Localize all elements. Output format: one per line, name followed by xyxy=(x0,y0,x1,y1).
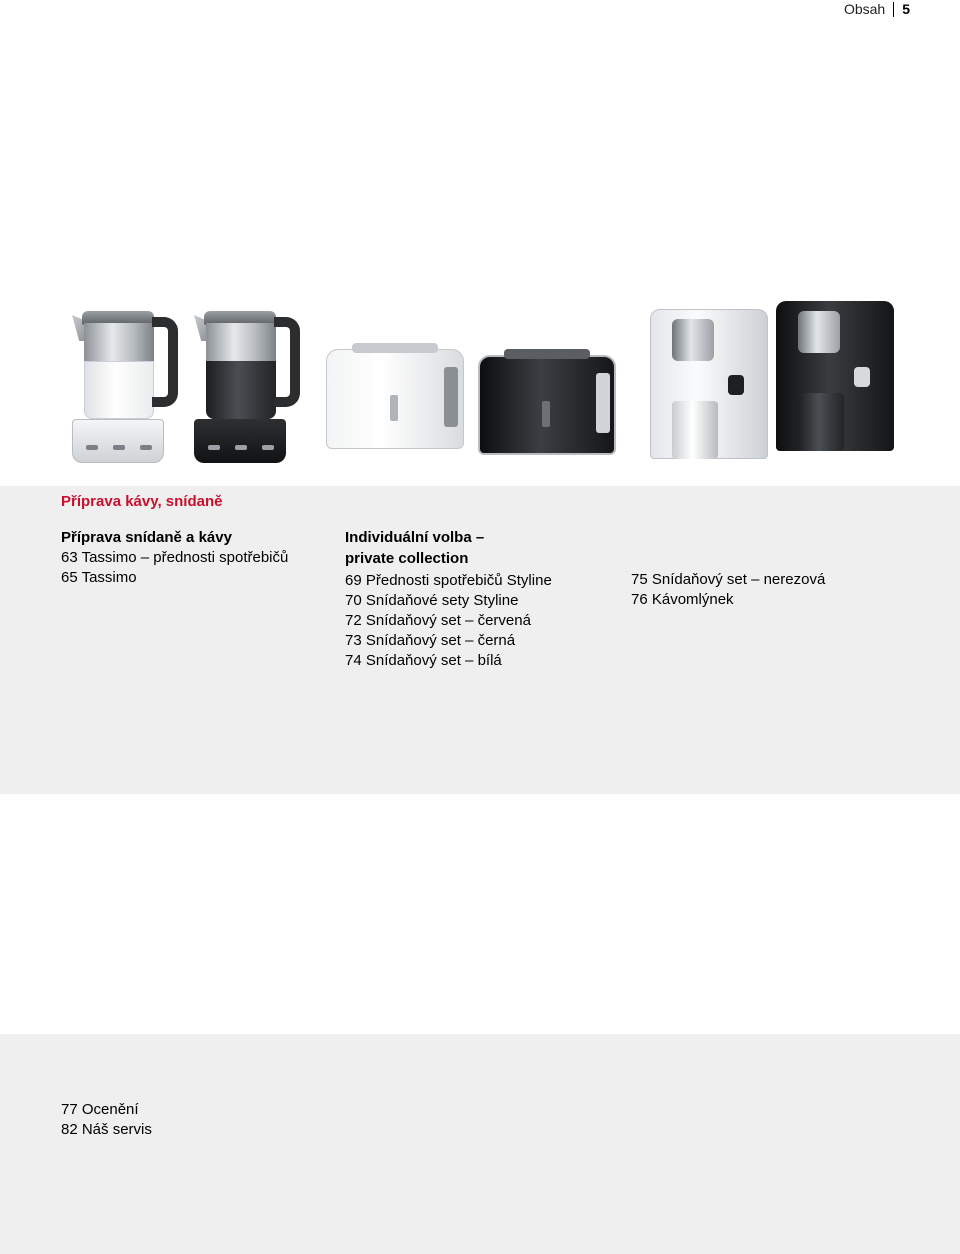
toc-entry[interactable]: 82 Náš servis xyxy=(61,1121,152,1138)
white-toaster-icon xyxy=(326,343,468,453)
toc-entry[interactable]: 72 Snídaňový set – červená xyxy=(345,612,531,629)
toc-entry[interactable]: 70 Snídaňové sety Styline xyxy=(345,592,519,609)
section-link[interactable]: Obsah xyxy=(843,1,886,17)
toc-heading: private collection xyxy=(345,550,469,567)
white-coffee-machine-icon xyxy=(650,305,772,465)
toc-column-2 xyxy=(345,527,552,671)
page-header xyxy=(844,0,960,18)
toc-entry[interactable]: 74 Snídaňový set – bílá xyxy=(345,652,502,669)
toc-heading: Příprava snídaně a kávy xyxy=(61,529,232,546)
toc-heading: Individuální volba – xyxy=(345,529,485,546)
black-kettle-icon xyxy=(194,307,306,465)
toc-entry[interactable]: 69 Přednosti spotřebičů Styline xyxy=(345,572,552,589)
black-toaster-icon xyxy=(478,349,620,459)
toc-column-4 xyxy=(61,1100,152,1140)
black-coffee-machine-icon xyxy=(776,297,898,457)
toc-column-1 xyxy=(61,528,288,588)
toc-entry[interactable]: 73 Snídaňový set – černá xyxy=(345,632,516,649)
page-number: 5 xyxy=(902,1,910,17)
toc-footer-background xyxy=(0,1034,960,1254)
section-title: Příprava kávy, snídaně xyxy=(61,493,223,510)
toc-entry[interactable]: 65 Tassimo xyxy=(61,569,137,586)
toc-column-3 xyxy=(631,570,825,610)
toc-entry[interactable]: 75 Snídaňový set – nerezová xyxy=(631,571,826,588)
product-images xyxy=(62,300,898,465)
toc-entry[interactable]: 63 Tassimo – přednosti spotřebičů xyxy=(61,549,289,566)
toc-entry[interactable]: 77 Ocenění xyxy=(61,1101,139,1118)
white-kettle-icon xyxy=(72,307,184,465)
toc-entry[interactable]: 76 Kávomlýnek xyxy=(631,591,734,608)
